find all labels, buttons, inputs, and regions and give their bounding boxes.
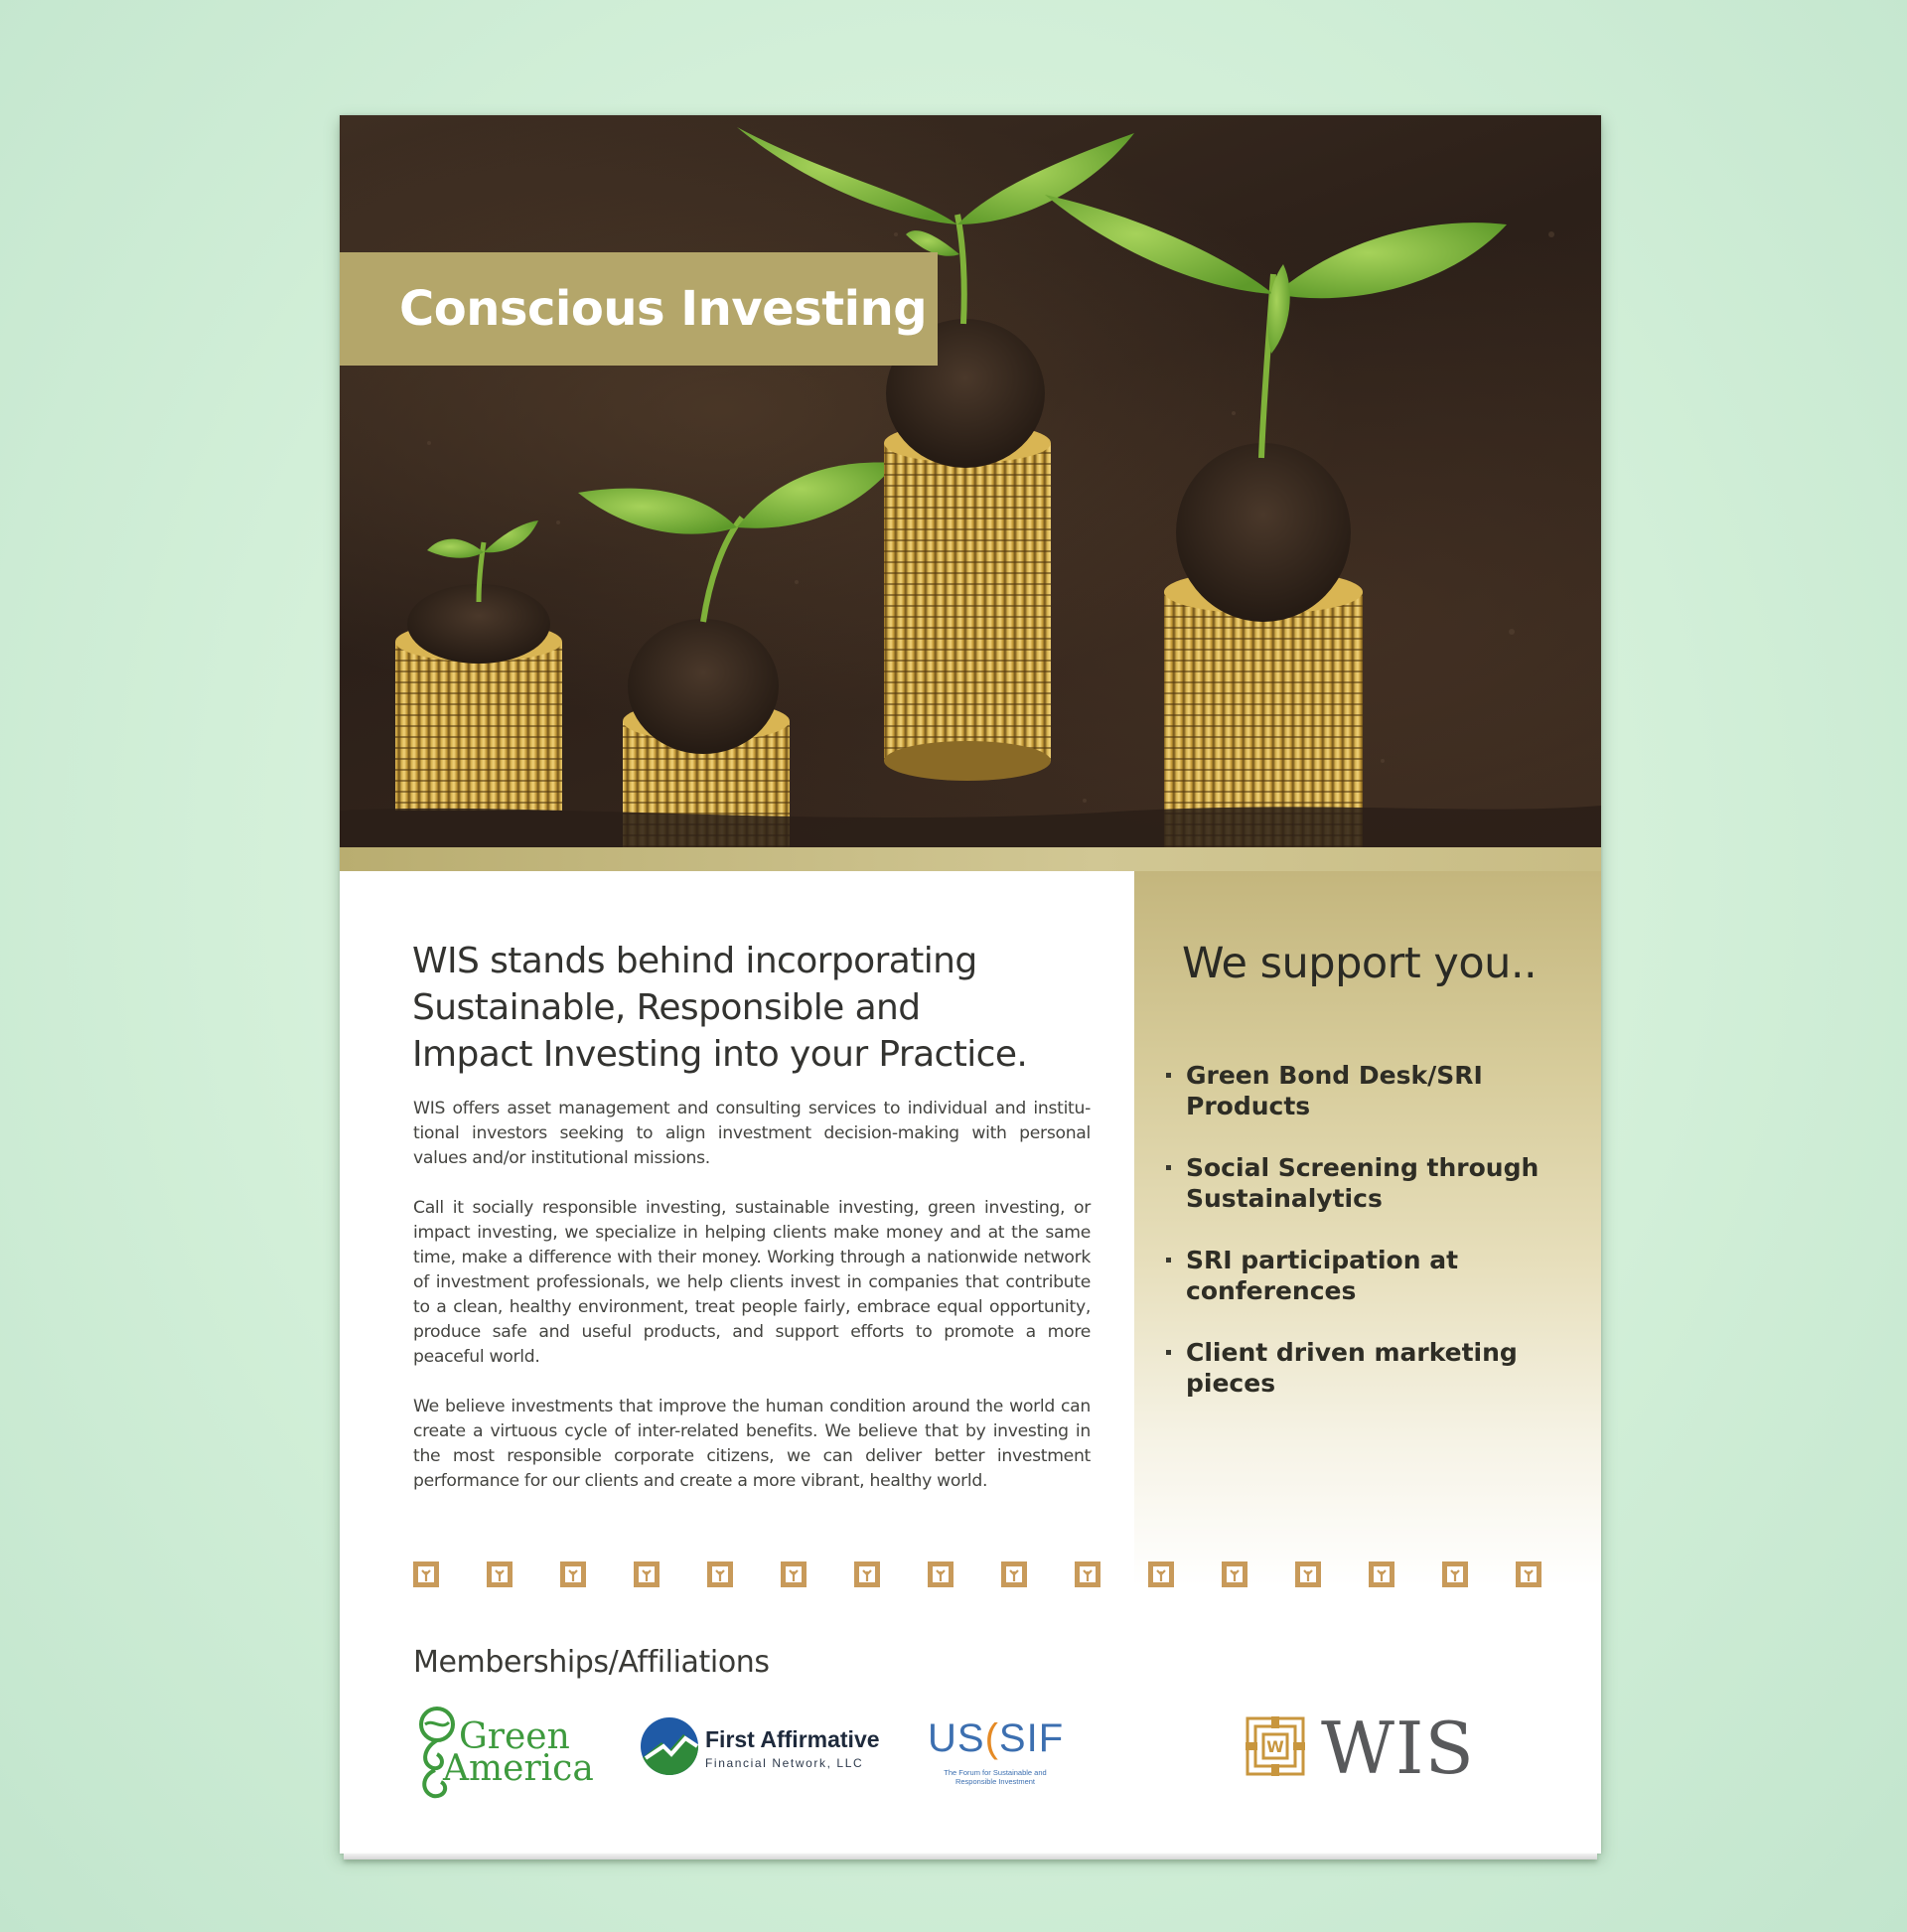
ussif-paren: ( (984, 1716, 999, 1760)
first-affirmative-subtitle: Financial Network, LLC (705, 1756, 864, 1770)
wis-tree-motif-icon (1148, 1561, 1174, 1587)
bullet-icon (1166, 1165, 1171, 1170)
first-affirmative-name: First Affirmative (705, 1726, 880, 1752)
wis-tree-motif-icon (928, 1561, 954, 1587)
wis-tree-motif-icon (413, 1561, 439, 1587)
headline: WIS stands behind incorporating Sustainable, Responsible and Impact Investing into your Practice. (412, 941, 1028, 1075)
bullet-icon (1166, 1073, 1171, 1078)
ussif-logo (928, 1716, 1077, 1796)
wis-tree-motif-icon (781, 1561, 807, 1587)
ussif-left: US (928, 1716, 985, 1760)
support-item (1166, 1060, 1563, 1121)
support-item-label: Social Screening through Sustainalytics (1186, 1153, 1540, 1213)
coin-stack-2 (578, 462, 896, 847)
green-america-line2: America (443, 1748, 594, 1789)
support-item-label: SRI participation at conferences (1186, 1246, 1459, 1305)
wis-tree-motif-icon (1295, 1561, 1321, 1587)
wis-tree-motif-icon (1369, 1561, 1394, 1587)
support-item-label: Green Bond Desk/SRI Products (1186, 1061, 1483, 1120)
wis-tree-motif-icon (1516, 1561, 1541, 1587)
coin-stack-3 (737, 127, 1134, 781)
ussif-wordmark (928, 1716, 1064, 1761)
page-stack-edge (344, 1854, 1597, 1859)
body-paragraph: WIS offers asset management and consulting services to individual and institu-tional investors seeking to align investment decision-making with personal values and/or institutional missions. (413, 1099, 1091, 1168)
gold-divider-strip (340, 847, 1601, 871)
body-paragraph: We believe investments that improve the human condition around the world can create a virtuous cycle of inter-related benefits. We believe that by investing in the most responsible corporate citizens, we can deliver better investment performance for our clients and create a more vibrant, healthy world. (413, 1397, 1091, 1491)
svg-text:W: W (1266, 1737, 1284, 1756)
page-title: Conscious Investing (399, 281, 928, 337)
wis-logo (1246, 1707, 1474, 1790)
wis-tree-motif-icon (1075, 1561, 1100, 1587)
support-item (1166, 1152, 1563, 1214)
mountain-circle-icon (640, 1716, 699, 1776)
ussif-right: SIF (998, 1716, 1065, 1760)
support-title: We support you.. (1182, 939, 1538, 988)
bullet-icon (1166, 1258, 1171, 1263)
support-list (1166, 1060, 1563, 1429)
hero-photo (340, 115, 1601, 847)
green-america-logo (413, 1705, 612, 1804)
coin-stack-4 (1045, 195, 1507, 847)
wis-tree-motif-icon (1222, 1561, 1247, 1587)
wis-tree-motif-icon (560, 1561, 586, 1587)
support-item (1166, 1245, 1563, 1306)
wis-tree-motif-icon (1442, 1561, 1468, 1587)
coin-stack-1 (395, 520, 562, 811)
decorative-motif-row (413, 1561, 1545, 1587)
wis-square-emblem-icon (1246, 1716, 1305, 1776)
affiliations-title: Memberships/Affiliations (413, 1645, 770, 1680)
green-america-line1: Green (459, 1716, 570, 1757)
title-band (340, 252, 938, 366)
bullet-icon (1166, 1350, 1171, 1355)
wis-tree-motif-icon (487, 1561, 513, 1587)
support-panel (1134, 871, 1601, 1586)
body-paragraph: Call it socially responsible investing, sustainable investing, green investing, or impact investing, we specialize in helping clients make money and at the same time, make a difference with their money. Working through a nationwide network of investment professionals, we help clients invest in companies that contribute to a clean, healthy environment, treat people fairly, embrace equal opportunity, produce safe and useful products, and support efforts to promote a more peaceful world. (413, 1198, 1091, 1367)
support-item (1166, 1337, 1563, 1399)
wis-tree-motif-icon (707, 1561, 733, 1587)
ussif-tagline: The Forum for Sustainable and Responsible Investment (944, 1768, 1047, 1786)
wis-tree-motif-icon (634, 1561, 660, 1587)
first-affirmative-logo (640, 1716, 898, 1786)
wis-tree-motif-icon (854, 1561, 880, 1587)
support-item-label: Client driven marketing pieces (1186, 1338, 1518, 1398)
flyer-page (340, 115, 1601, 1854)
wis-wordmark: WIS (1321, 1707, 1475, 1790)
wis-tree-motif-icon (1001, 1561, 1027, 1587)
seedling-coins-illustration (340, 115, 1601, 847)
